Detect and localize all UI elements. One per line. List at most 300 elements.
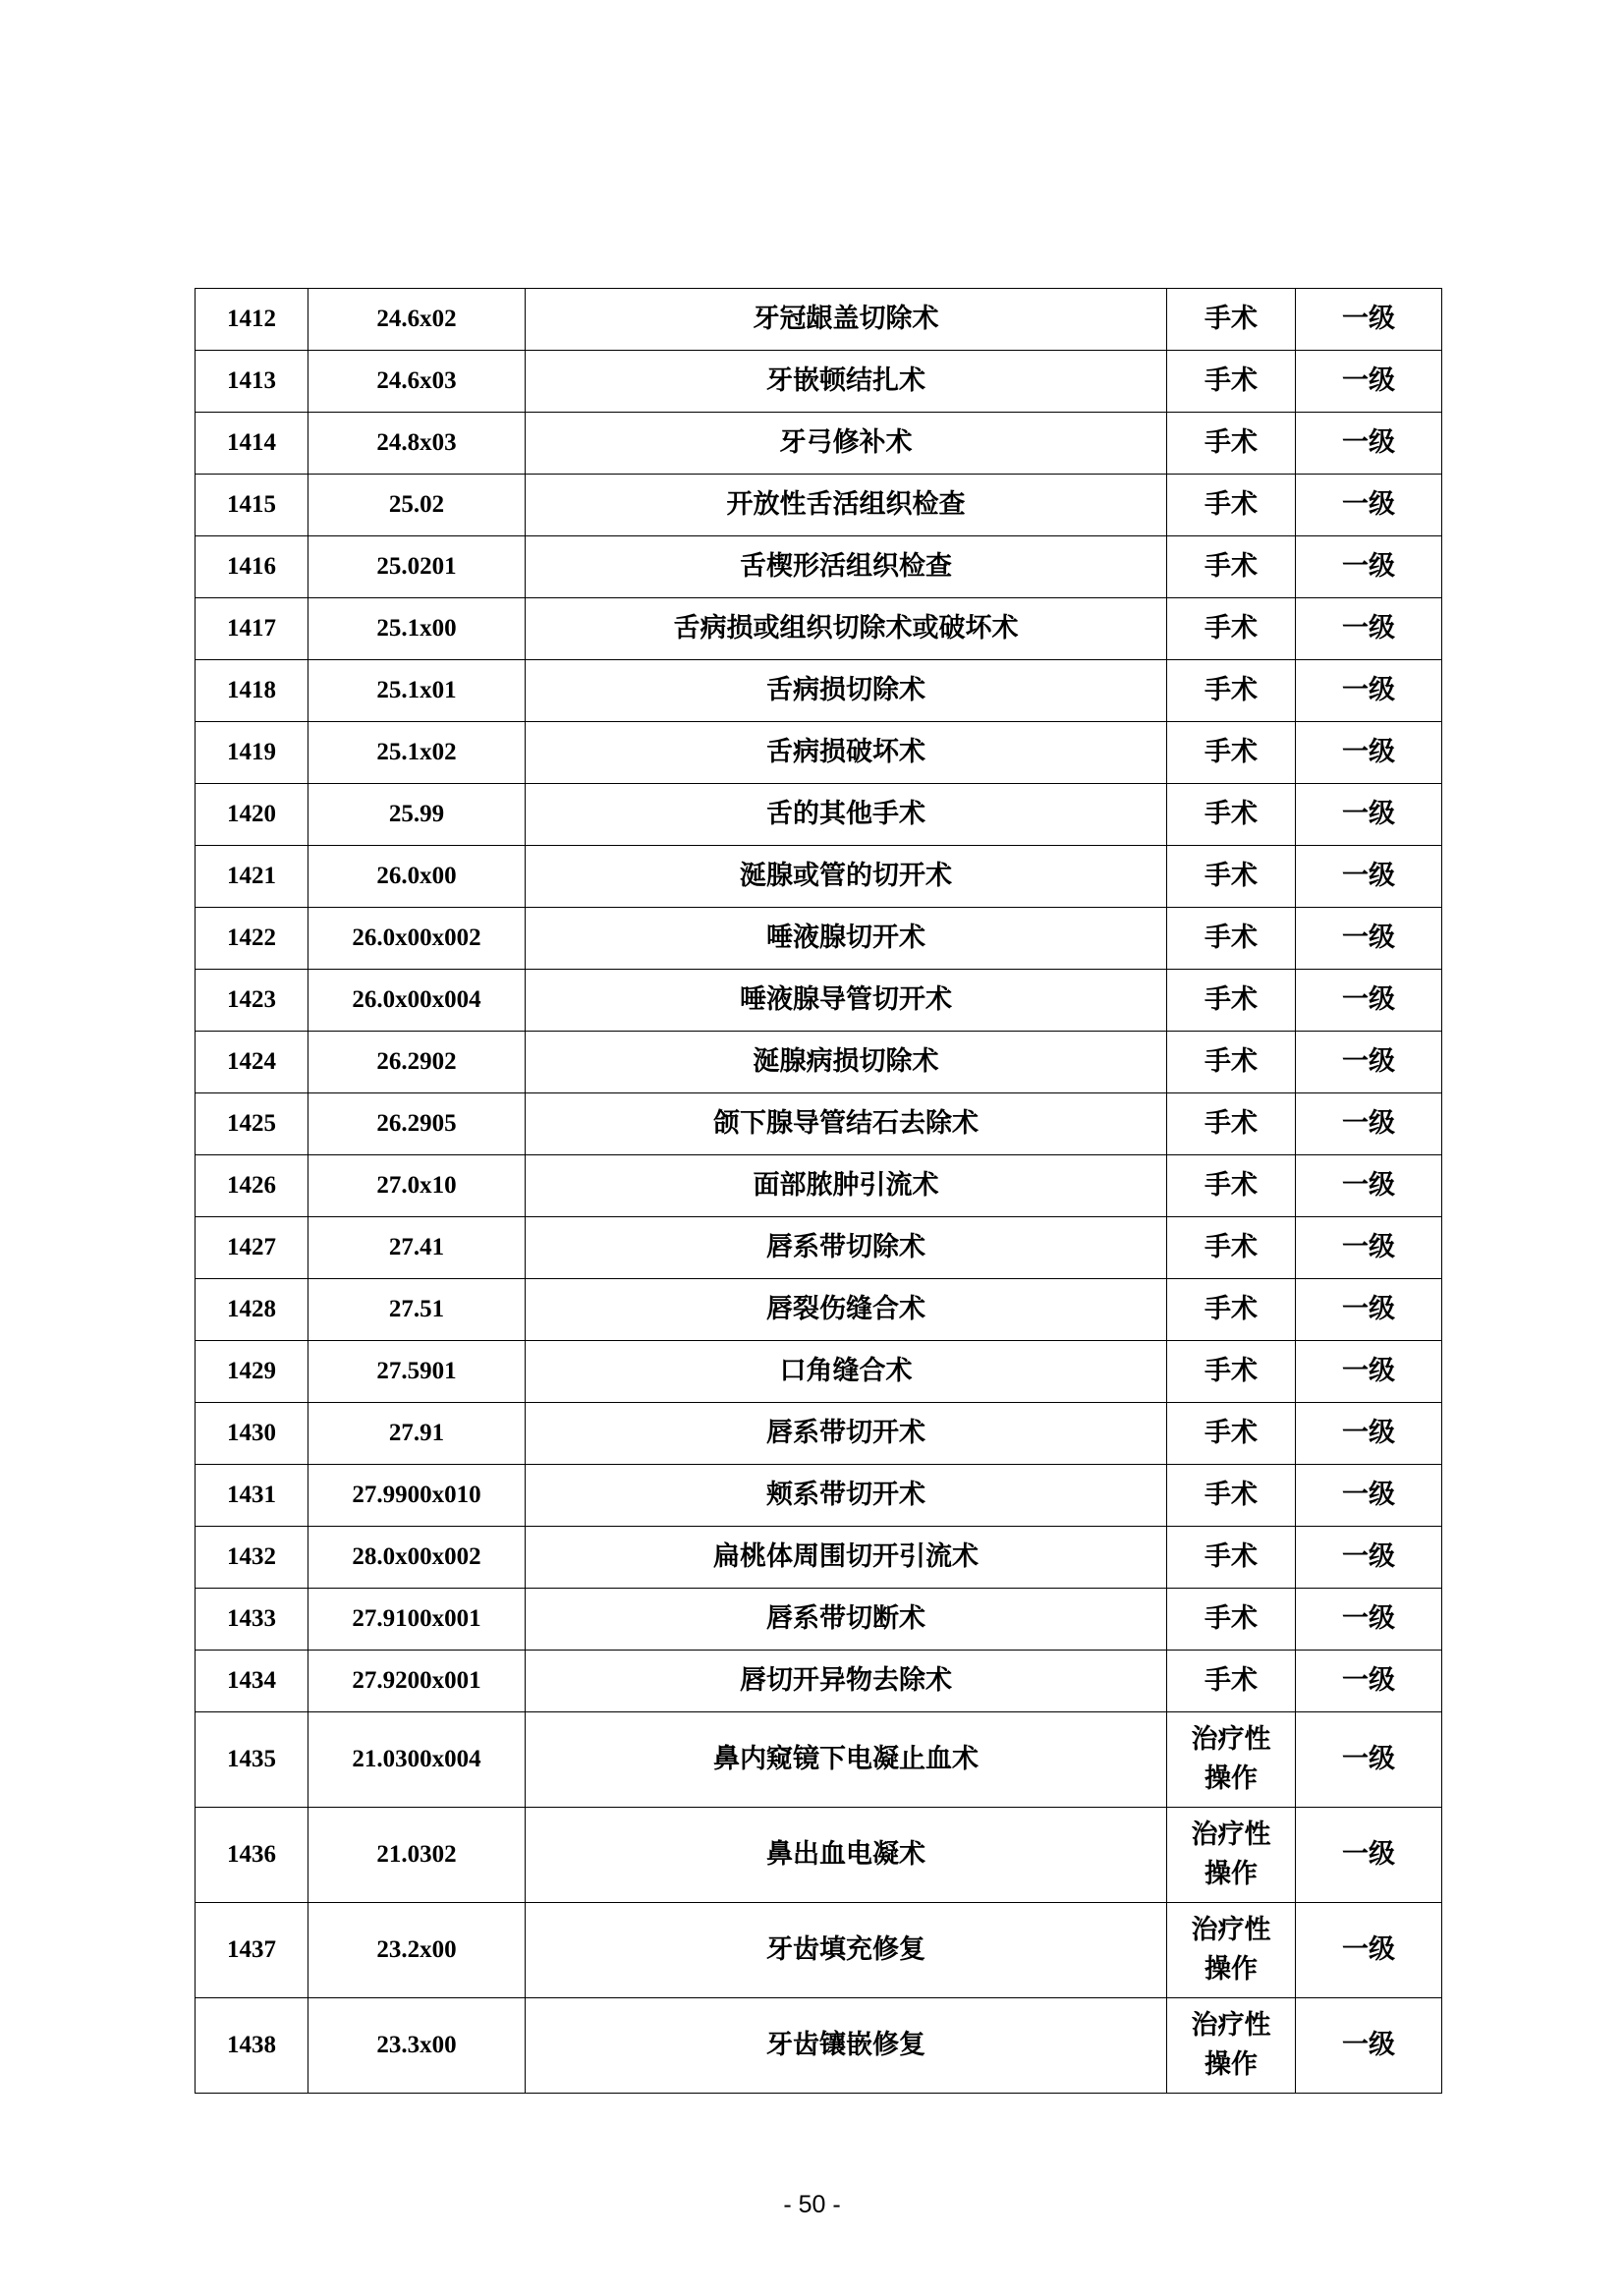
row-seq-text: 1434 [227,1667,276,1694]
row-code-cell [308,1903,526,1998]
row-level-cell [1296,536,1442,598]
row-seq-cell [196,1032,308,1093]
row-code-text: 27.0x10 [376,1172,457,1199]
row-level-text: 一级 [1342,1356,1395,1386]
row-category-text: 手术 [1204,1108,1258,1139]
row-seq-text: 1428 [227,1296,276,1322]
row-name-cell [526,289,1167,351]
row-level-cell [1296,1651,1442,1712]
row-seq-cell [196,846,308,908]
row-level-cell [1296,660,1442,722]
row-seq-cell [196,1527,308,1589]
row-code-cell [308,970,526,1032]
table-row [196,846,1442,908]
row-level-text: 一级 [1342,1665,1395,1696]
row-seq-text: 1427 [227,1234,276,1260]
row-code-text: 25.99 [388,801,445,827]
row-seq-text: 1419 [227,739,276,765]
row-name-cell [526,1527,1167,1589]
row-seq-text: 1417 [227,615,276,642]
row-name-text: 舌病损切除术 [766,675,925,705]
row-category-cell [1167,1589,1296,1651]
row-seq-cell [196,1808,308,1903]
row-category-cell [1167,970,1296,1032]
row-category-text: 手术 [1204,1294,1258,1324]
row-seq-text: 1422 [227,924,276,951]
row-name-text: 鼻出血电凝术 [766,1839,925,1870]
row-seq-text: 1426 [227,1172,276,1199]
row-category-cell [1167,722,1296,784]
row-seq-text: 1415 [227,491,276,518]
table-row [196,722,1442,784]
row-code-cell [308,413,526,475]
table-row [196,1998,1442,2094]
table-row [196,1808,1442,1903]
row-seq-text: 1423 [227,986,276,1013]
row-level-text: 一级 [1342,551,1395,582]
row-level-cell [1296,289,1442,351]
table-row [196,1403,1442,1465]
row-level-cell [1296,1808,1442,1903]
row-name-cell [526,1465,1167,1527]
row-category-text: 手术 [1204,984,1258,1015]
table-row [196,1651,1442,1712]
row-category-text: 手术 [1204,675,1258,705]
row-category-cell [1167,1465,1296,1527]
row-seq-text: 1418 [227,677,276,703]
row-seq-text: 1437 [227,1936,276,1963]
row-level-cell [1296,846,1442,908]
table-row [196,536,1442,598]
row-code-cell [308,1589,526,1651]
table-row [196,908,1442,970]
row-level-cell [1296,970,1442,1032]
table-row [196,1217,1442,1279]
row-category-text: 治疗性操作 [1191,1915,1271,1985]
row-code-text: 23.3x00 [376,2032,457,2058]
row-seq-cell [196,1155,308,1217]
row-name-text: 唇切开异物去除术 [740,1665,952,1696]
row-level-text: 一级 [1342,427,1395,458]
row-seq-cell [196,1589,308,1651]
row-category-cell [1167,1032,1296,1093]
row-name-text: 舌病损破坏术 [766,737,925,767]
row-level-text: 一级 [1342,737,1395,767]
row-code-text: 24.6x03 [376,367,457,394]
row-level-cell [1296,1403,1442,1465]
row-name-cell [526,1032,1167,1093]
row-name-cell [526,1998,1167,2094]
row-name-cell [526,536,1167,598]
table-row [196,1032,1442,1093]
row-code-text: 26.2905 [376,1110,457,1137]
table-row [196,1712,1442,1808]
table-row [196,1903,1442,1998]
row-seq-cell [196,660,308,722]
row-name-text: 鼻内窥镜下电凝止血术 [713,1744,979,1774]
table-row [196,1341,1442,1403]
row-code-text: 27.9200x001 [352,1667,481,1694]
row-category-cell [1167,536,1296,598]
row-category-text: 手术 [1204,1232,1258,1262]
row-category-text: 手术 [1204,737,1258,767]
row-name-cell [526,1093,1167,1155]
row-code-text: 25.1x01 [376,677,457,703]
row-level-cell [1296,1341,1442,1403]
row-name-cell [526,1279,1167,1341]
row-code-text: 27.9100x001 [352,1605,481,1632]
row-name-cell [526,970,1167,1032]
row-category-cell [1167,1279,1296,1341]
row-seq-cell [196,598,308,660]
row-level-cell [1296,784,1442,846]
row-category-text: 手术 [1204,1480,1258,1510]
row-level-cell [1296,1217,1442,1279]
row-category-text: 手术 [1204,1356,1258,1386]
row-level-cell [1296,1712,1442,1808]
row-name-text: 舌楔形活组织检查 [740,551,952,582]
row-name-cell [526,598,1167,660]
row-level-text: 一级 [1342,1418,1395,1448]
procedure-table [195,288,1442,2094]
row-seq-text: 1412 [227,306,276,332]
table-row [196,475,1442,536]
row-seq-text: 1429 [227,1358,276,1384]
row-name-text: 口角缝合术 [779,1356,913,1386]
row-seq-cell [196,413,308,475]
row-level-cell [1296,1093,1442,1155]
row-code-cell [308,1032,526,1093]
row-level-cell [1296,1279,1442,1341]
row-seq-cell [196,1403,308,1465]
row-level-cell [1296,1465,1442,1527]
row-category-cell [1167,1998,1296,2094]
row-name-cell [526,784,1167,846]
row-seq-cell [196,1093,308,1155]
row-name-text: 唇系带切断术 [766,1603,925,1634]
row-name-text: 涎腺或管的切开术 [740,861,952,891]
row-category-cell [1167,1341,1296,1403]
page-number: - 50 - [783,2191,841,2218]
row-category-text: 手术 [1204,551,1258,582]
row-level-text: 一级 [1342,984,1395,1015]
row-name-cell [526,351,1167,413]
row-seq-text: 1413 [227,367,276,394]
row-level-cell [1296,1155,1442,1217]
row-level-text: 一级 [1342,304,1395,334]
row-category-cell [1167,784,1296,846]
row-code-text: 26.0x00x002 [352,924,481,951]
row-category-text: 手术 [1204,1046,1258,1077]
row-code-cell [308,351,526,413]
row-code-cell [308,1093,526,1155]
row-seq-text: 1421 [227,863,276,889]
row-code-cell [308,722,526,784]
row-code-cell [308,846,526,908]
table-row [196,413,1442,475]
row-category-cell [1167,660,1296,722]
row-level-cell [1296,908,1442,970]
row-level-text: 一级 [1342,2030,1395,2060]
row-category-text: 手术 [1204,799,1258,829]
row-code-text: 25.0201 [376,553,457,580]
row-level-text: 一级 [1342,1744,1395,1774]
row-seq-cell [196,475,308,536]
row-name-text: 牙弓修补术 [779,427,913,458]
row-category-cell [1167,1651,1296,1712]
row-name-cell [526,1651,1167,1712]
row-name-text: 开放性舌活组织检查 [726,489,966,520]
row-category-text: 手术 [1204,427,1258,458]
row-level-cell [1296,1527,1442,1589]
row-level-text: 一级 [1342,675,1395,705]
row-category-cell [1167,475,1296,536]
row-category-text: 手术 [1204,365,1258,396]
row-name-text: 牙齿镶嵌修复 [766,2030,925,2060]
row-level-text: 一级 [1342,1541,1395,1572]
row-level-cell [1296,351,1442,413]
row-code-cell [308,1527,526,1589]
row-seq-text: 1420 [227,801,276,827]
row-code-text: 23.2x00 [376,1936,457,1963]
row-level-text: 一级 [1342,365,1395,396]
row-code-cell [308,1403,526,1465]
table-row [196,1527,1442,1589]
row-level-text: 一级 [1342,489,1395,520]
row-name-cell [526,1403,1167,1465]
row-level-text: 一级 [1342,1046,1395,1077]
row-code-text: 26.2902 [376,1048,457,1075]
row-seq-text: 1414 [227,429,276,456]
table-row [196,1093,1442,1155]
table-row [196,1155,1442,1217]
row-seq-text: 1424 [227,1048,276,1075]
row-category-text: 手术 [1204,1665,1258,1696]
row-code-cell [308,1651,526,1712]
row-category-cell [1167,1093,1296,1155]
row-level-text: 一级 [1342,861,1395,891]
row-name-cell [526,1903,1167,1998]
row-category-text: 手术 [1204,613,1258,644]
row-name-cell [526,1712,1167,1808]
row-code-text: 25.1x00 [376,615,457,642]
row-seq-cell [196,1217,308,1279]
row-level-cell [1296,598,1442,660]
row-code-cell [308,536,526,598]
row-code-text: 21.0302 [376,1841,457,1868]
row-seq-cell [196,970,308,1032]
row-name-text: 唇裂伤缝合术 [766,1294,925,1324]
row-seq-text: 1432 [227,1543,276,1570]
row-code-cell [308,1465,526,1527]
row-name-text: 唇系带切除术 [766,1232,925,1262]
row-level-cell [1296,1032,1442,1093]
row-category-text: 手术 [1204,923,1258,953]
row-category-cell [1167,846,1296,908]
row-level-cell [1296,413,1442,475]
row-code-cell [308,1712,526,1808]
row-code-text: 28.0x00x002 [352,1543,481,1570]
row-level-text: 一级 [1342,1170,1395,1201]
row-category-text: 手术 [1204,1170,1258,1201]
row-code-cell [308,1155,526,1217]
row-seq-text: 1425 [227,1110,276,1137]
row-category-cell [1167,413,1296,475]
row-code-text: 27.51 [388,1296,445,1322]
row-seq-cell [196,1341,308,1403]
row-seq-cell [196,1465,308,1527]
table-row [196,289,1442,351]
row-name-text: 舌病损或组织切除术或破坏术 [673,613,1019,644]
row-name-text: 唾液腺切开术 [766,923,925,953]
procedure-table-body [196,289,1442,2094]
row-code-cell [308,598,526,660]
row-level-text: 一级 [1342,1232,1395,1262]
row-level-cell [1296,1589,1442,1651]
row-code-text: 26.0x00x004 [352,986,481,1013]
row-seq-text: 1435 [227,1746,276,1772]
row-code-text: 27.41 [388,1234,445,1260]
row-level-cell [1296,475,1442,536]
row-seq-text: 1416 [227,553,276,580]
row-name-cell [526,1155,1167,1217]
row-category-text: 手术 [1204,1541,1258,1572]
row-name-cell [526,475,1167,536]
row-level-text: 一级 [1342,1934,1395,1965]
row-name-cell [526,1217,1167,1279]
row-category-text: 手术 [1204,304,1258,334]
row-level-text: 一级 [1342,1480,1395,1510]
row-seq-cell [196,536,308,598]
row-code-text: 26.0x00 [376,863,457,889]
row-code-text: 27.9900x010 [352,1482,481,1508]
row-name-cell [526,1341,1167,1403]
row-name-text: 牙嵌顿结扎术 [766,365,925,396]
table-row [196,1279,1442,1341]
row-name-text: 唾液腺导管切开术 [740,984,952,1015]
row-code-cell [308,1998,526,2094]
row-category-cell [1167,289,1296,351]
row-seq-text: 1438 [227,2032,276,2058]
row-name-text: 颌下腺导管结石去除术 [713,1108,979,1139]
row-code-text: 21.0300x004 [352,1746,481,1772]
row-code-text: 24.8x03 [376,429,457,456]
row-name-text: 唇系带切开术 [766,1418,925,1448]
row-seq-cell [196,1279,308,1341]
row-category-cell [1167,598,1296,660]
row-seq-text: 1433 [227,1605,276,1632]
row-code-text: 25.1x02 [376,739,457,765]
row-category-cell [1167,1217,1296,1279]
row-category-text: 手术 [1204,489,1258,520]
row-seq-cell [196,1651,308,1712]
row-level-text: 一级 [1342,1294,1395,1324]
row-name-text: 涎腺病损切除术 [753,1046,939,1077]
row-code-cell [308,660,526,722]
row-category-cell [1167,1712,1296,1808]
table-row [196,1465,1442,1527]
row-code-cell [308,1279,526,1341]
row-code-text: 27.5901 [376,1358,457,1384]
row-name-text: 颊系带切开术 [766,1480,925,1510]
row-category-text: 手术 [1204,861,1258,891]
row-code-text: 27.91 [388,1420,445,1446]
row-seq-cell [196,351,308,413]
row-category-cell [1167,1808,1296,1903]
row-seq-cell [196,1903,308,1998]
table-row [196,351,1442,413]
row-name-cell [526,1589,1167,1651]
row-category-text: 治疗性操作 [1191,1819,1271,1889]
row-seq-cell [196,784,308,846]
row-seq-cell [196,1998,308,2094]
row-name-cell [526,413,1167,475]
row-name-cell [526,1808,1167,1903]
row-name-cell [526,722,1167,784]
row-code-cell [308,908,526,970]
row-category-cell [1167,1155,1296,1217]
row-category-cell [1167,1903,1296,1998]
row-name-cell [526,660,1167,722]
row-name-text: 扁桃体周围切开引流术 [713,1541,979,1572]
row-code-cell [308,289,526,351]
row-level-text: 一级 [1342,1108,1395,1139]
row-category-cell [1167,351,1296,413]
row-name-cell [526,908,1167,970]
row-level-text: 一级 [1342,613,1395,644]
row-level-text: 一级 [1342,923,1395,953]
row-level-text: 一级 [1342,799,1395,829]
row-category-text: 手术 [1204,1603,1258,1634]
table-row [196,598,1442,660]
row-category-text: 治疗性操作 [1191,2010,1271,2080]
row-seq-cell [196,722,308,784]
row-category-cell [1167,1527,1296,1589]
row-level-cell [1296,1903,1442,1998]
row-name-text: 牙冠龈盖切除术 [753,304,939,334]
row-code-cell [308,1341,526,1403]
row-category-cell [1167,908,1296,970]
table-row [196,1589,1442,1651]
row-category-cell [1167,1403,1296,1465]
row-code-cell [308,784,526,846]
row-level-cell [1296,1998,1442,2094]
row-seq-text: 1430 [227,1420,276,1446]
row-code-text: 25.02 [388,491,445,518]
row-name-text: 牙齿填充修复 [766,1934,925,1965]
row-seq-cell [196,289,308,351]
row-code-cell [308,475,526,536]
row-category-text: 手术 [1204,1418,1258,1448]
row-level-text: 一级 [1342,1839,1395,1870]
row-seq-cell [196,908,308,970]
row-level-cell [1296,722,1442,784]
row-name-text: 舌的其他手术 [766,799,925,829]
table-row [196,660,1442,722]
row-code-cell [308,1808,526,1903]
row-name-text: 面部脓肿引流术 [753,1170,939,1201]
row-code-cell [308,1217,526,1279]
row-level-text: 一级 [1342,1603,1395,1634]
row-code-text: 24.6x02 [376,306,457,332]
row-category-text: 治疗性操作 [1191,1724,1271,1794]
row-seq-text: 1436 [227,1841,276,1868]
table-row [196,784,1442,846]
row-seq-cell [196,1712,308,1808]
table-row [196,970,1442,1032]
row-name-cell [526,846,1167,908]
row-seq-text: 1431 [227,1482,276,1508]
